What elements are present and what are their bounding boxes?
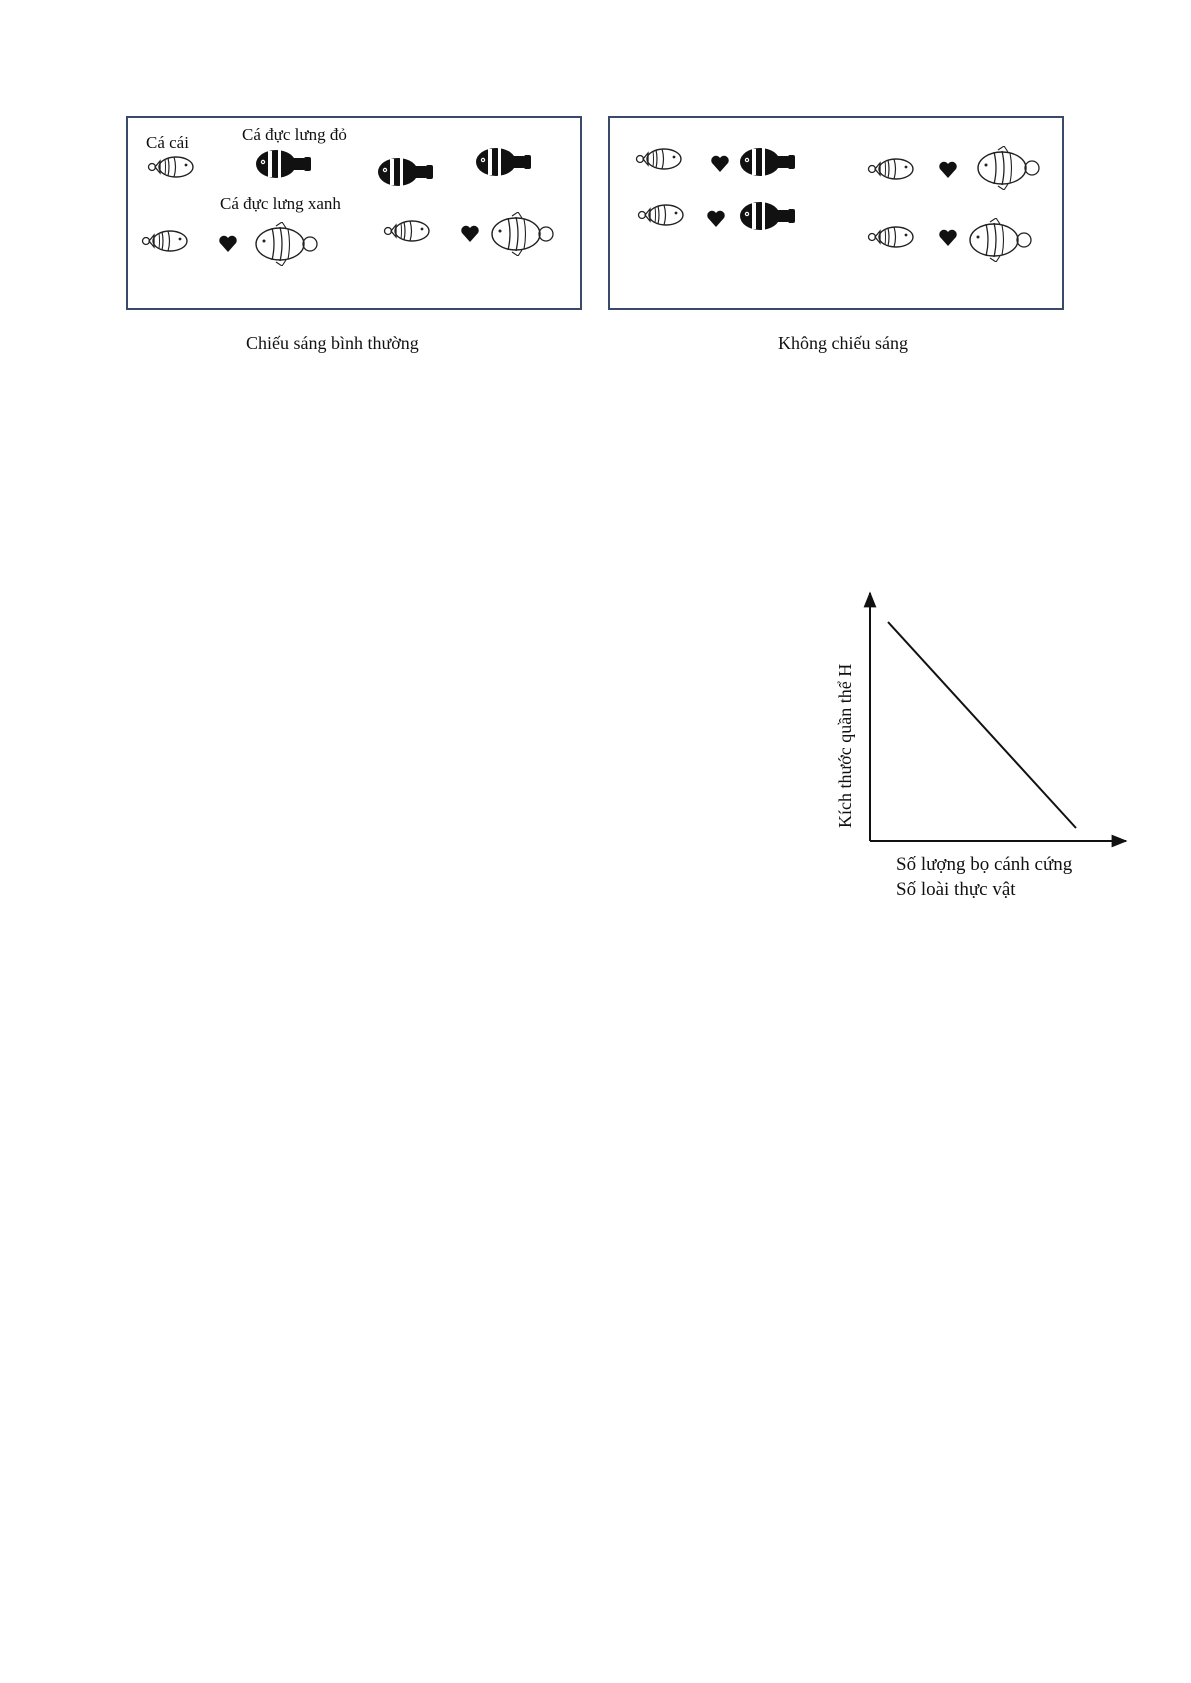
blue-back-male-fish-icon bbox=[252, 222, 322, 266]
female-fish-icon bbox=[140, 226, 190, 256]
blue-back-male-label: Cá đực lưng xanh bbox=[220, 194, 341, 213]
x-axis-label-line2: Số loài thực vật bbox=[896, 879, 1016, 900]
heart-icon bbox=[218, 235, 238, 253]
red-back-male-fish-icon bbox=[738, 142, 798, 182]
heart-icon bbox=[710, 155, 730, 173]
red-back-male-fish-icon bbox=[254, 144, 314, 184]
heart-icon bbox=[938, 229, 958, 247]
female-fish-icon bbox=[382, 216, 432, 246]
x-axis-label-line1: Số lượng bọ cánh cứng bbox=[896, 854, 1073, 875]
no-light-caption: Không chiếu sáng bbox=[778, 333, 908, 353]
red-back-male-fish-icon bbox=[738, 196, 798, 236]
female-fish-icon bbox=[866, 222, 916, 252]
heart-icon bbox=[460, 225, 480, 243]
female-fish-label: Cá cái bbox=[146, 133, 189, 152]
female-fish-icon bbox=[634, 144, 684, 174]
blue-back-male-fish-icon bbox=[488, 212, 558, 256]
female-fish-icon bbox=[146, 152, 196, 182]
blue-back-male-fish-icon bbox=[974, 146, 1044, 190]
female-fish-icon bbox=[636, 200, 686, 230]
trend-line bbox=[888, 622, 1076, 828]
red-back-male-label: Cá đực lưng đỏ bbox=[242, 125, 347, 144]
heart-icon bbox=[938, 161, 958, 179]
red-back-male-fish-icon bbox=[376, 152, 436, 192]
red-back-male-fish-icon bbox=[474, 142, 534, 182]
y-axis-label: Kích thước quần thể H bbox=[835, 663, 855, 828]
blue-back-male-fish-icon bbox=[966, 218, 1036, 262]
normal-light-caption: Chiếu sáng bình thường bbox=[246, 333, 419, 353]
female-fish-icon bbox=[866, 154, 916, 184]
heart-icon bbox=[706, 210, 726, 228]
